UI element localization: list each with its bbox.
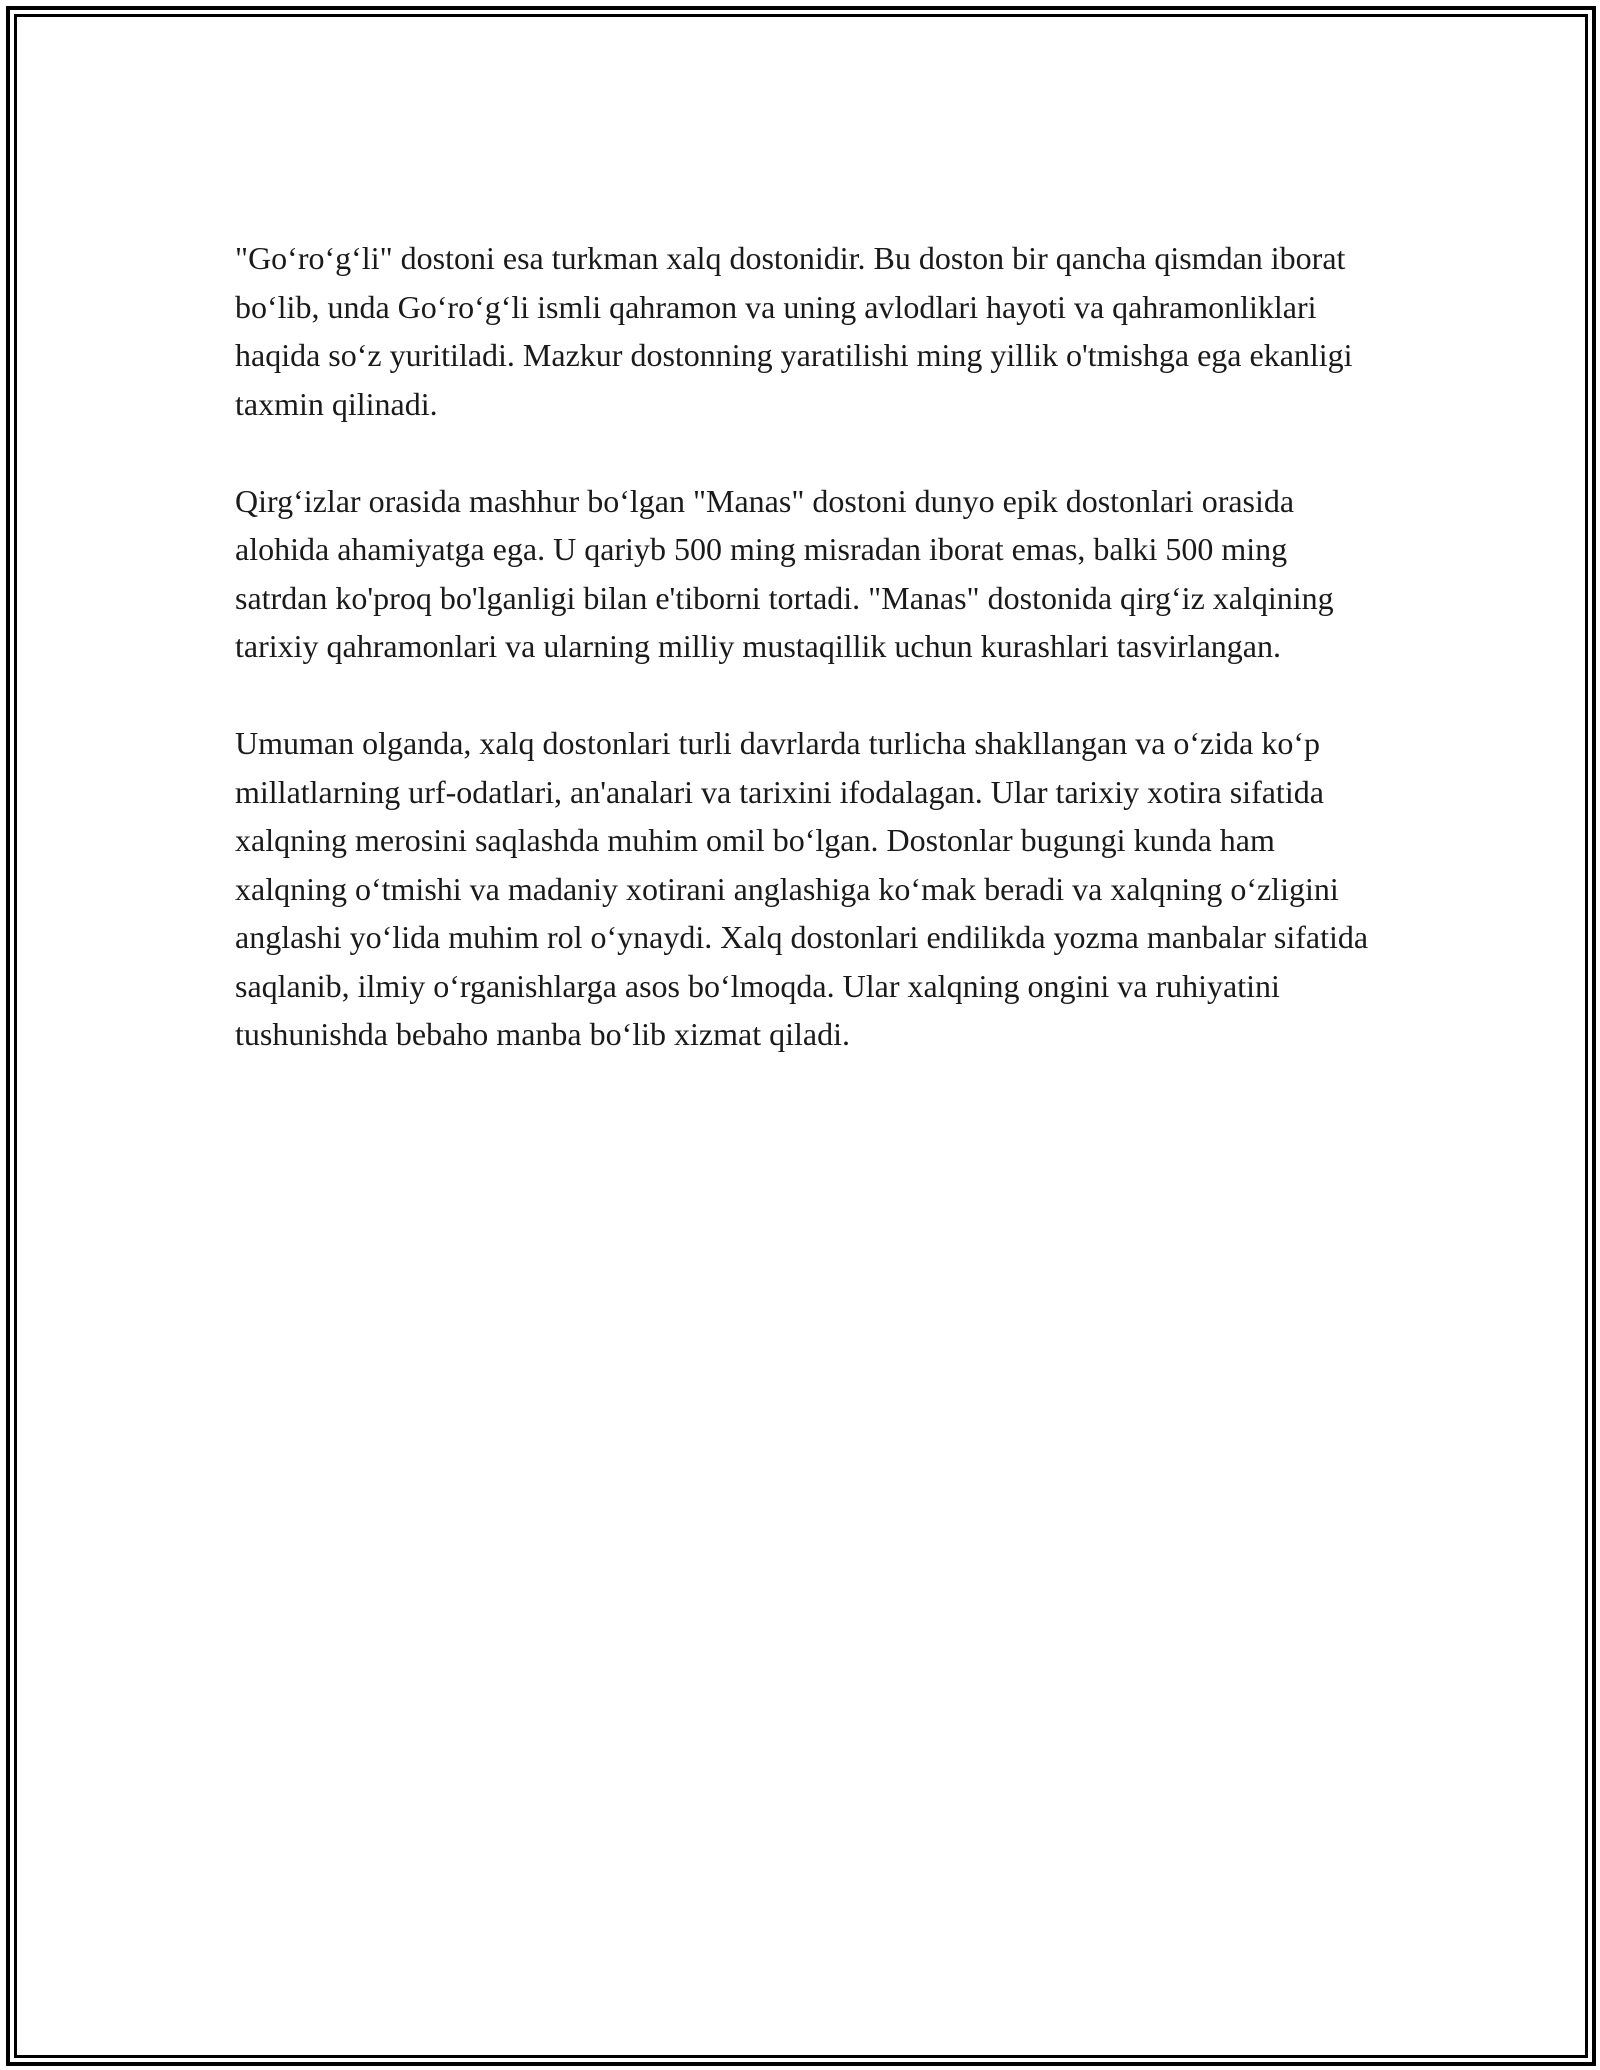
paragraph-conclusion: Umuman olganda, xalq dostonlari turli davrlarda turlicha shakllangan va o‘zida ko‘p millatlarning urf-odatlari, an'analari va tarixini ifodalagan. Ular tarixiy xotira sifatida xalqning merosini saqlashda muhim omil bo‘lgan. Dostonlar bugungi kunda ham xalqning o‘tmishi va madaniy xotirani anglashiga ko‘mak beradi va xalqning o‘zligini anglashi yo‘lida muhim rol o‘ynaydi. Xalq dostonlari endilikda yozma manbalar sifatida saqlanib, ilmiy o‘rganishlarga asos bo‘lmoqda. Ular xalqning ongini va ruhiyatini tushunishda bebaho manba bo‘lib xizmat qiladi. [235, 725, 1369, 1052]
paragraph-manas: Qirg‘izlar orasida mashhur bo‘lgan "Manas" dostoni dunyo epik dostonlari orasida alohida ahamiyatga ega. U qariyb 500 ming misradan iborat emas, balki 500 ming satrdan ko'proq bo'lganligi bilan e'tiborni tortadi. "Manas" dostonida qirg‘iz xalqining tarixiy qahramonlari va ularning milliy mustaqillik uchun kurashlari tasvirlangan. [235, 482, 1334, 664]
document-body [235, 234, 1375, 1059]
paragraph-gorogli: "Go‘ro‘g‘li" dostoni esa turkman xalq dostonidir. Bu doston bir qancha qismdan iborat bo‘lib, unda Go‘ro‘g‘li ismli qahramon va uning avlodlari hayoti va qahramonliklari haqida so‘z yuritiladi. Mazkur dostonning yaratilishi ming yillik o'tmishga ega ekanligi taxmin qilinadi. [235, 240, 1353, 422]
